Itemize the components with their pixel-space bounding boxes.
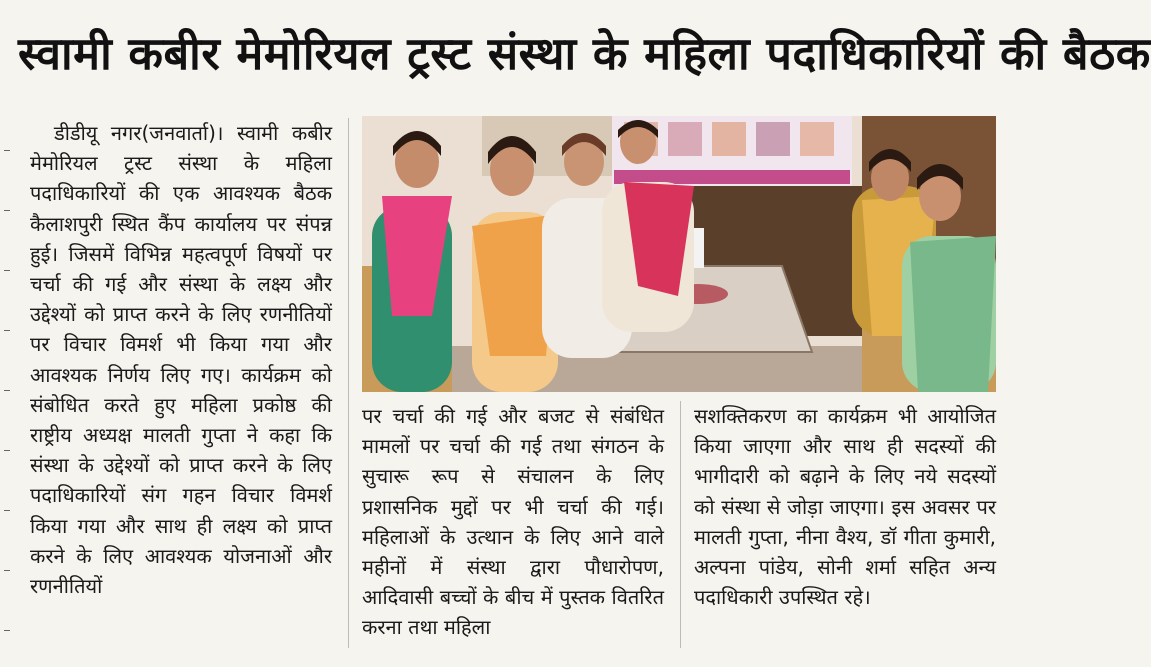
article-column-2: पर चर्चा की गई और बजट से संबंधित मामलों पर चर्चा की गई तथा संगठन के सुचारू रूप से संचालन के लिए प्रशासनिक मुद्दों पर भी चर्चा की गई। महिलाओं के उत्थान के लिए आने वाले महीनों में संस्था द्वारा पौधारोपण, आदिवासी बच्चों के बीच में पुस्तक वितरित करना तथा महिला — [362, 404, 664, 640]
margin-marks — [4, 150, 12, 650]
article-column-3: सशक्तिकरण का कार्यक्रम भी आयोजित किया जाएगा और साथ ही सदस्यों की भागीदारी को बढ़ाने के लिए नये सदस्यों को संस्था से जोड़ा जाएगा। इस अवसर पर मालती गुप्ता, नीना वैश्य, डॉ गीता कुमारी, अल्पना पांडेय, सोनी शर्मा सहित अन्य पदाधिकारी उपस्थित रहे। — [694, 404, 996, 610]
headline: स्वामी कबीर मेमोरियल ट्रस्ट संस्था के महिला पदाधिकारियों की बैठक — [18, 27, 1151, 80]
column-divider — [680, 401, 681, 648]
column-divider — [348, 118, 349, 648]
meeting-photo-illustration — [362, 116, 996, 392]
news-photo — [362, 116, 996, 392]
article-column-1: डीडीयू नगर(जनवार्ता)। स्वामी कबीर मेमोरियल ट्रस्ट संस्था के महिला पदाधिकारियों की एक आवश्यक बैठक कैलाशपुरी स्थित कैंप कार्यालय पर संपन्न हुई। जिसमें विभिन्न महत्वपूर्ण विषयों पर चर्चा की गई और संस्था के लक्ष्य और उद्देश्यों को प्राप्त करने के लिए रणनीतियों पर विचार विमर्श भी किया गया और आवश्यक निर्णय लिए गए। कार्यक्रम को संबोधित करते हुए महिला प्रकोष्ठ की राष्ट्रीय अध्यक्ष मालती गुप्ता ने कहा कि संस्था के उद्देश्यों को प्राप्त करने के लिए पदाधिकारियों संग गहन विचार विमर्श किया गया और साथ ही लक्ष्य को प्राप्त करने के लिए आवश्यक योजनाओं और रणनीतियों — [30, 121, 332, 599]
